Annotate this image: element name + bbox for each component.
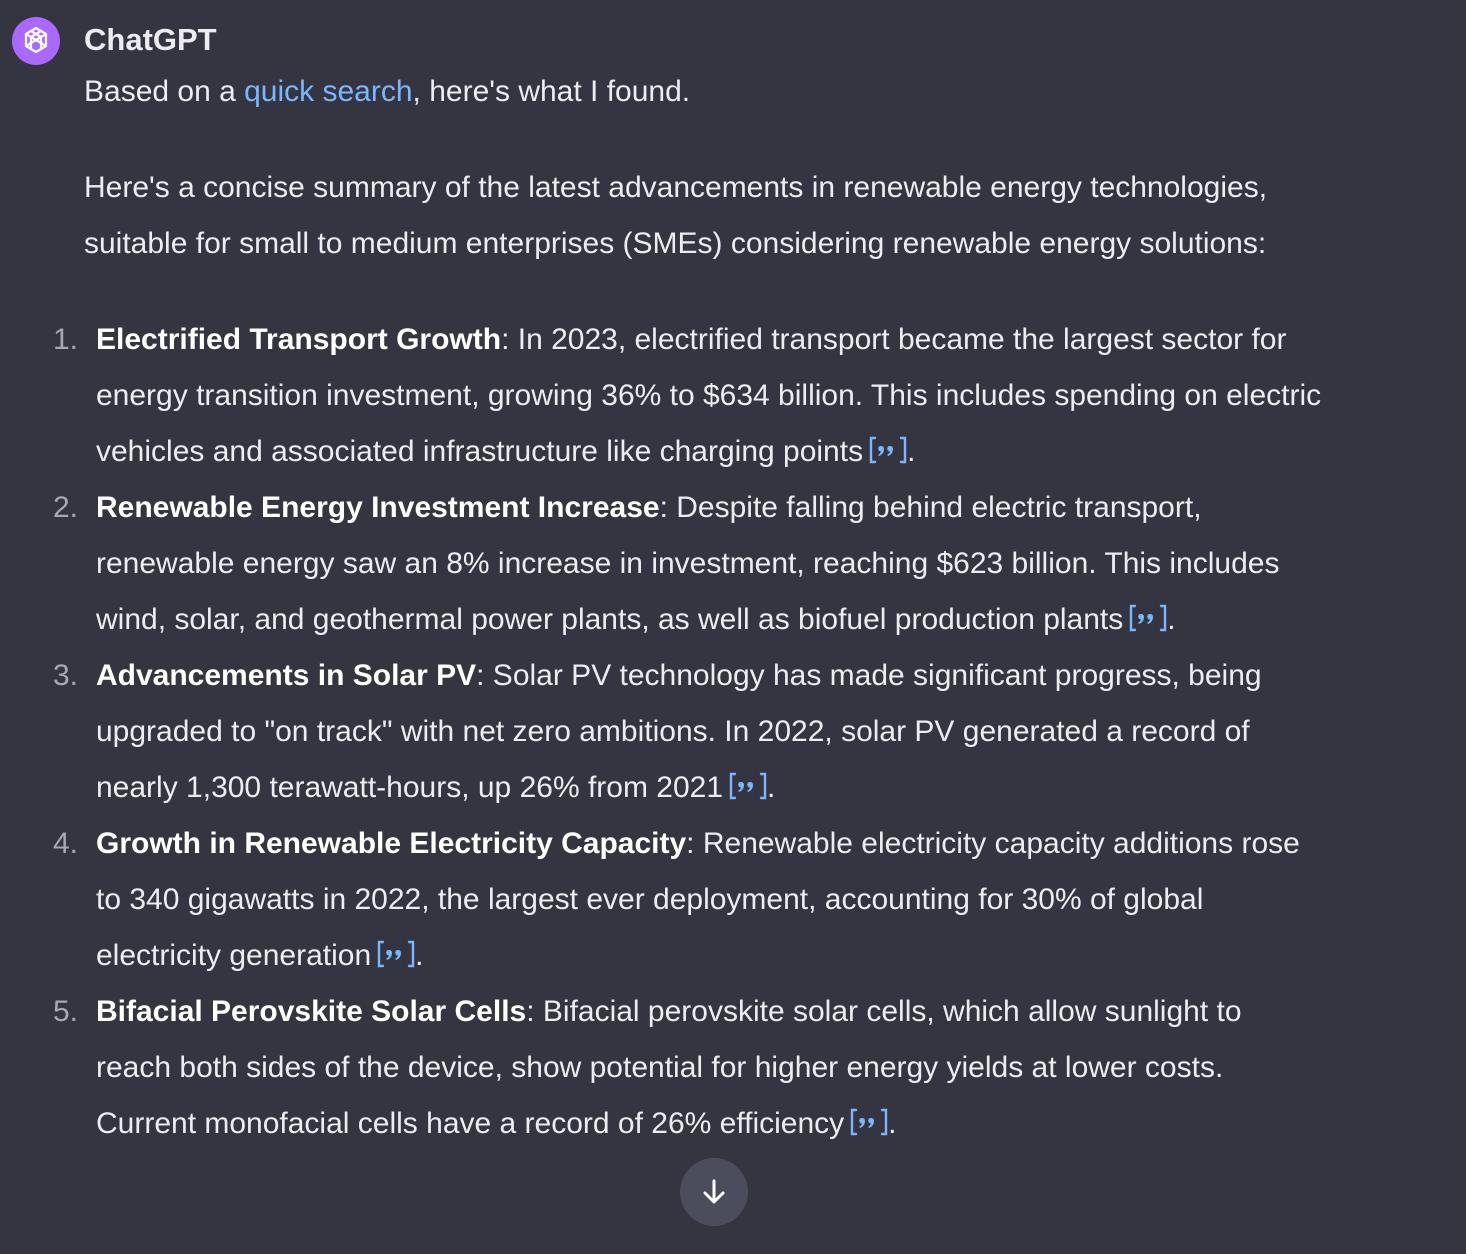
list-item-title: Electrified Transport Growth	[96, 323, 502, 356]
advancements-list	[53, 312, 1324, 1152]
citation-quote-icon[interactable]	[1129, 604, 1167, 632]
citation-quote-icon[interactable]	[850, 1108, 888, 1136]
list-item-end: .	[907, 435, 916, 468]
list-item-number: 1.	[53, 323, 79, 356]
chatgpt-avatar	[12, 17, 60, 65]
citation-quote-icon[interactable]	[377, 940, 415, 968]
message-content	[53, 64, 1324, 1152]
openai-logo-icon	[19, 24, 53, 58]
message-author: ChatGPT	[84, 22, 217, 57]
intro-before: Based on a	[84, 75, 245, 108]
list-item	[53, 480, 1324, 648]
list-item-title: Renewable Energy Investment Increase	[96, 491, 660, 524]
summary-paragraph: Here's a concise summary of the latest advancements in renewable energy technologies, suitable for small to medium enterprises (SMEs) considering renewable energy solutions:	[84, 171, 1268, 260]
list-item-title: Growth in Renewable Electricity Capacity	[96, 827, 687, 860]
list-item	[53, 312, 1324, 480]
citation-quote-icon[interactable]	[729, 772, 767, 800]
citation-quote-icon[interactable]	[869, 436, 907, 464]
list-item-body: : In 2023, electrified transport became the largest sector for energy transition investment, growing 36% to $634 billion. This includes spending on electric vehicles and associated infrastructure like charging points	[96, 323, 1322, 468]
list-item-end: .	[415, 939, 424, 972]
list-item-body: : Solar PV technology has made significant progress, being upgraded to "on track" with net zero ambitions. In 2022, solar PV generated a record of nearly 1,300 terawatt-hours, up 26% from 2021	[96, 659, 1262, 804]
list-item	[53, 648, 1324, 816]
list-item-title: Bifacial Perovskite Solar Cells	[96, 995, 527, 1028]
list-item	[53, 984, 1324, 1152]
list-item	[53, 816, 1324, 984]
list-item-number: 5.	[53, 995, 79, 1028]
list-item-title: Advancements in Solar PV	[96, 659, 477, 692]
scroll-to-bottom-button[interactable]	[680, 1158, 748, 1226]
list-item-body: : Bifacial perovskite solar cells, which allow sunlight to reach both sides of the device, show potential for higher energy yields at lower costs. Current monofacial cells have a record of 26% efficiency	[96, 995, 1242, 1140]
arrow-down-icon	[698, 1176, 730, 1208]
list-item-end: .	[888, 1107, 897, 1140]
list-item-number: 2.	[53, 491, 79, 524]
list-item-end: .	[767, 771, 776, 804]
list-item-body: : Despite falling behind electric transport, renewable energy saw an 8% increase in investment, reaching $623 billion. This includes wind, solar, and geothermal power plants, as well as biofuel production plants	[96, 491, 1280, 636]
list-item-body: : Renewable electricity capacity additions rose to 340 gigawatts in 2022, the largest ever deployment, accounting for 30% of global electricity generation	[96, 827, 1300, 972]
list-item-number: 3.	[53, 659, 79, 692]
intro-line	[84, 64, 1324, 120]
quick-search-link[interactable]: quick search	[244, 75, 413, 108]
list-item-end: .	[1167, 603, 1176, 636]
list-item-number: 4.	[53, 827, 79, 860]
intro-after: , here's what I found.	[412, 75, 691, 108]
